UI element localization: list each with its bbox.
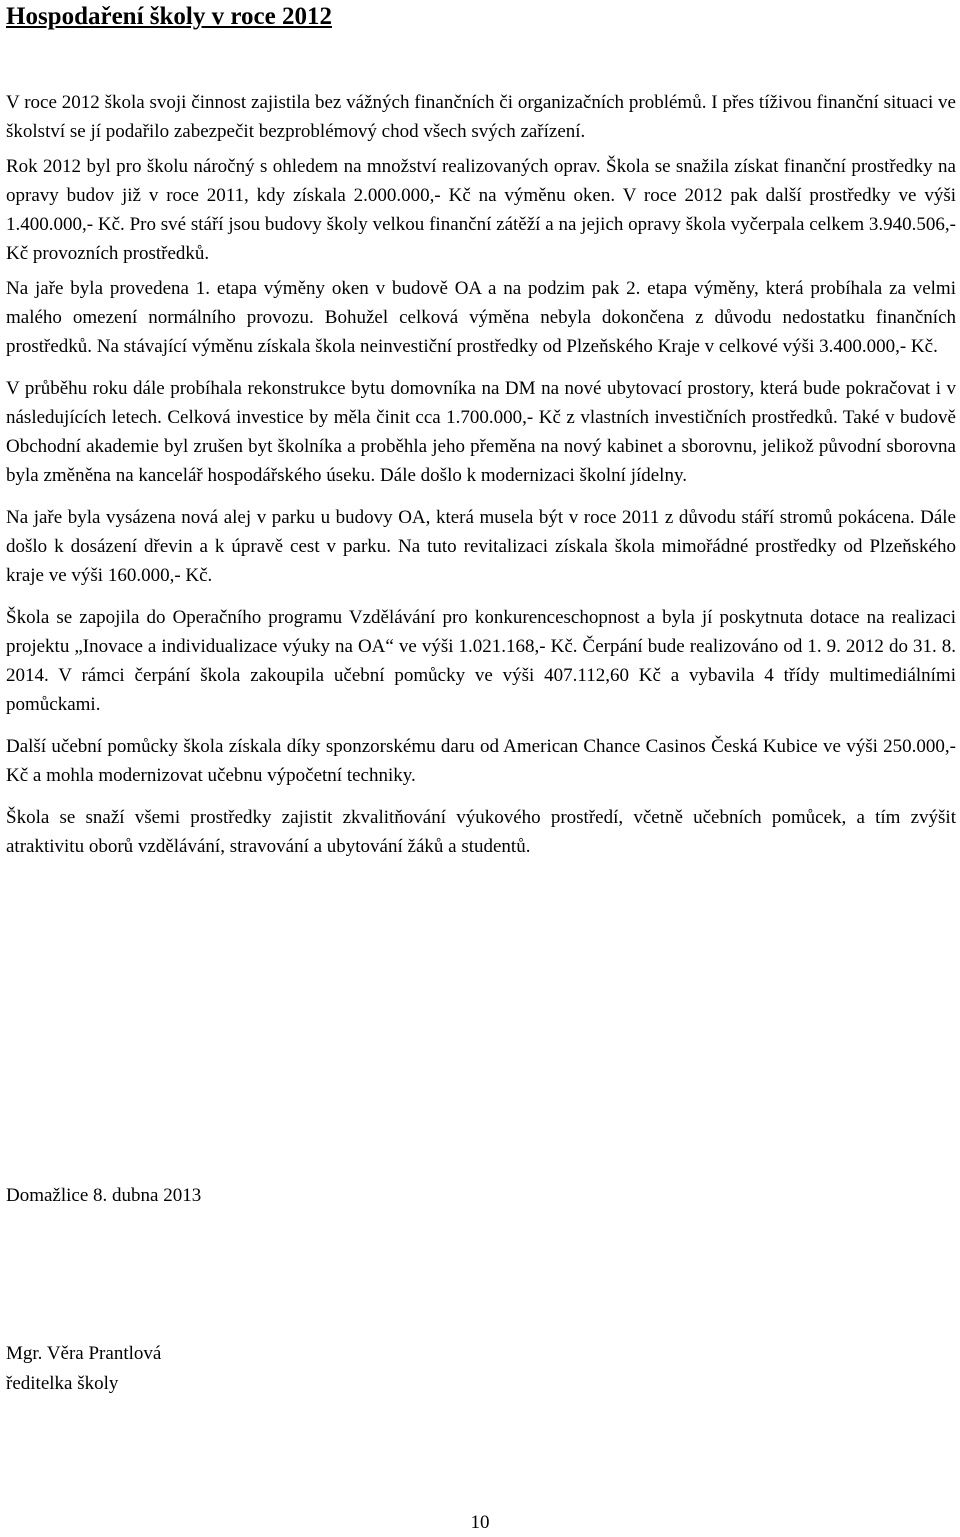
- place-and-date: Domažlice 8. dubna 2013: [6, 1185, 202, 1206]
- paragraph-park: Na jaře byla vysázena nová alej v parku u budovy OA, která musela být v roce 2011 z důvodu stáří stromů pokácena. Dále došlo k dosázení dřevin a k úpravě cest v parku. Na tuto revitalizaci získala škola mimořádné prostředky od Plzeňského kraje ve výši 160.000,- Kč.: [6, 507, 956, 586]
- paragraph-reconstruction: V průběhu roku dále probíhala rekonstrukce bytu domovníka na DM na nové ubytovací prostory, která bude pokračovat i v následujících letech. Celková investice by měla činit cca 1.700.000,- Kč z vlastních investičních prostředků. Také v budově Obchodní akademie byl zrušen byt školníka a proběhla jeho přeměna na nový kabinet a sborovnu, jelikož původní sborovna byla změněna na kancelář hospodářského úseku. Dále došlo k modernizaci školní jídelny.: [6, 378, 956, 486]
- signature-block: [6, 1339, 161, 1399]
- paragraph-intro: V roce 2012 škola svoji činnost zajistila bez vážných finančních či organizačních problémů. I přes tíživou finanční situaci ve školství se jí podařilo zabezpečit bezproblémový chod všech svých zařízení.: [6, 92, 956, 142]
- signatory-name: Mgr. Věra Prantlová: [6, 1343, 162, 1364]
- paragraph-sponsorship: Další učební pomůcky škola získala díky sponzorskému daru od American Chance Casinos Česká Kubice ve výši 250.000,- Kč a mohla modernizovat učebnu výpočetní techniky.: [6, 736, 956, 786]
- paragraph-windows: Na jaře byla provedena 1. etapa výměny oken v budově OA a na podzim pak 2. etapa výměny, která probíhala za velmi malého omezení normálního provozu. Bohužel celková výměna nebyla dokončena z důvodu nedostatku finančních prostředků. Na stávající výměnu získala škola neinvestiční prostředky od Plzeňského Kraje v celkové výši 3.400.000,- Kč.: [6, 278, 956, 357]
- paragraph-operational-program: Škola se zapojila do Operačního programu Vzdělávání pro konkurenceschopnost a byla jí poskytnuta dotace na realizaci projektu „Inovace a individualizace výuky na OA“ ve výši 1.021.168,- Kč. Čerpání bude realizováno od 1. 9. 2012 do 31. 8. 2014. V rámci čerpání škola zakoupila učební pomůcky ve výši 407.112,60 Kč a vybavila 4 třídy multimediálními pomůckami.: [6, 607, 956, 715]
- page-title: Hospodaření školy v roce 2012: [6, 3, 332, 30]
- signatory-role: ředitelka školy: [6, 1373, 119, 1394]
- document-body: [6, 88, 956, 874]
- paragraph-conclusion: Škola se snaží všemi prostředky zajistit zkvalitňování výukového prostředí, včetně učebních pomůcek, a tím zvýšit atraktivitu oborů vzdělávání, stravování a ubytování žáků a studentů.: [6, 807, 956, 857]
- page-number: 10: [470, 1512, 490, 1533]
- paragraph-repairs: Rok 2012 byl pro školu náročný s ohledem na množství realizovaných oprav. Škola se snažila získat finanční prostředky na opravy budov již v roce 2011, kdy získala 2.000.000,- Kč na výměnu oken. V roce 2012 pak další prostředky ve výši 1.400.000,- Kč. Pro své stáří jsou budovy školy velkou finanční zátěží a na jejich opravy škola vyčerpala celkem 3.940.506,- Kč provozních prostředků.: [6, 156, 956, 264]
